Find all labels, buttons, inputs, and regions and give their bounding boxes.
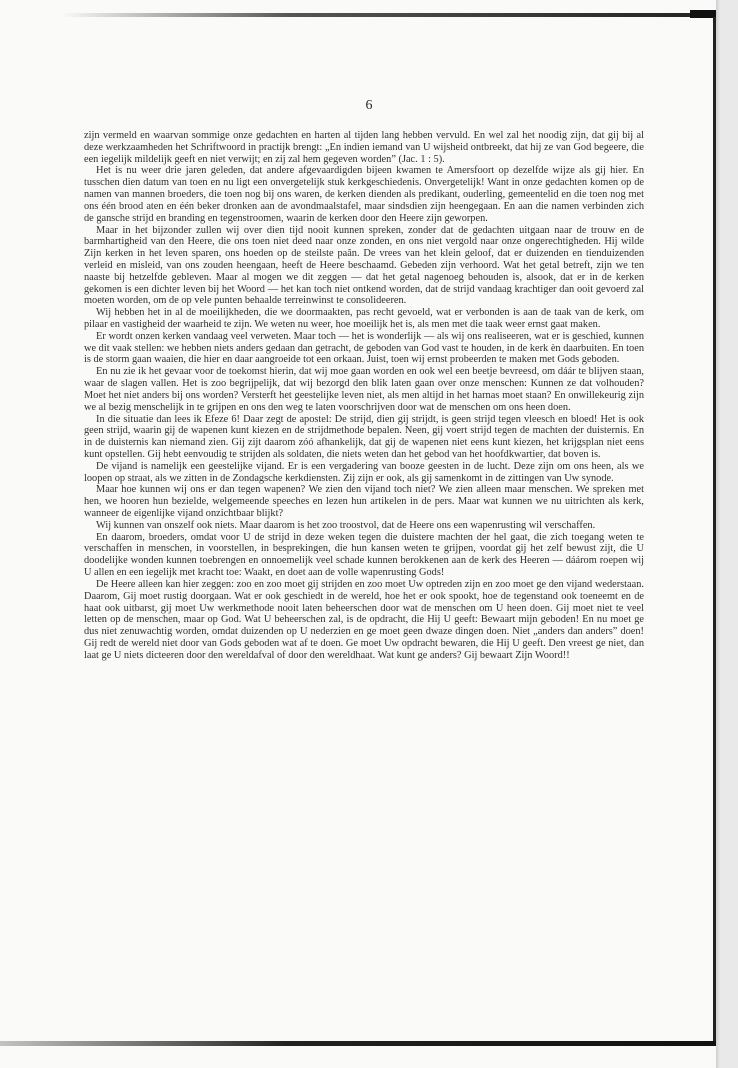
- paragraph: Het is nu weer drie jaren geleden, dat andere afgevaardigden bijeen kwamen te Amersfoort op dezelfde wijze als gij hier. En tusschen dien datum van toen en nu ligt een onvergetelijk stuk kerkgeschiedenis. Onvergetelijk! Want in onze gedachten komen op de namen van mannen broeders, die toen nog bij ons waren, de kerken dienden als predikant, ouderling, gemeentelid en die toen nog met ons één brood aten en één beker dronken aan de avondmaalstafel, maar sindsdien zijn heengegaan. En aan die namen verbinden zich de gansche strijd en branding en tegenstroomen, waarin de kerken door den Heere zijn geworpen.: [84, 165, 644, 224]
- top-scan-border: [60, 13, 716, 17]
- right-scan-border: [713, 17, 716, 1045]
- bottom-scan-border: [0, 1041, 716, 1046]
- paragraph: In die situatie dan lees ik Efeze 6! Daar zegt de apostel: De strijd, dien gij strijdt, is geen strijd tegen vleesch en bloed! Het is ook geen strijd, waarin gij de wapenen kunt kiezen en de strijdmethode bepalen. Neen, gij voert strijd tegen de machten der duisternis. En in de duisternis kan niemand zien. Gij zijt daarom zóó afhankelijk, dat gij de wapenen niet eens kunt kiezen, het krijgsplan niet eens kunt opstellen. Gij hebt eenvoudig te strijden als soldaten, die niets weten dan het gebod van het hoofdkwartier, dat boven is.: [84, 413, 644, 460]
- paragraph: Wij hebben het in al de moeilijkheden, die we doormaakten, pas recht gevoeld, wat er verbonden is aan de taak van de kerk, om pilaar en vastigheid der waarheid te zijn. We weten nu weer, hoe moeilijk het is, als men met die taak weer ernst gaat maken.: [84, 307, 644, 330]
- page-number: 6: [365, 98, 373, 113]
- paragraph: Er wordt onzen kerken vandaag veel verweten. Maar toch — het is wonderlijk — als wij ons realiseeren, wat er is geschied, kunnen we dit vaak stellen: we hebben niets anders gedaan dan getracht, de geboden van God vast te houden, in de kerk èn daarbuiten. En toen is de storm gaan waaien, die hier en daar aangroeide tot een orkaan. Juist, toen wij ernst probeerden te maken met Gods geboden.: [84, 330, 644, 366]
- paragraph: Maar in het bijzonder zullen wij over dien tijd nooit kunnen spreken, zonder dat de gedachten uitgaan naar de trouw en de barmhartigheid van den Heere, die ons toen niet deed naar onze zonden, en ons niet vergold naar onze ongerechtigheden. Hij wilde Zijn kerken in het leven sparen, ons hoeden op de steilste paân. De vrees van het klein geloof, dat er duizenden en tienduizenden verleid en misleid, van ons zouden heengaan, heeft de Heere beschaamd. Gebeden zijn verhoord. Wat het getal betreft, zijn we ten naaste bij hetzelfde gebleven. Maar al mogen we dit zeggen — dat het getal nagenoeg behouden is, alsook, dat er in de kerken gekomen is een dichter leven bij het Woord — het kan toch niet ontkend worden, dat de strijd vandaag krachtiger dan ooit gevoerd zal moeten worden, om de op vele punten behaalde terreinwinst te consolideeren.: [84, 224, 644, 307]
- scanner-edge: [716, 0, 738, 1068]
- paragraph: En nu zie ik het gevaar voor de toekomst hierin, dat wij moe gaan worden en ook wel een beetje bevreesd, om dáár te blijven staan, waar de slagen vallen. Het is zoo begrijpelijk, dat wij bezorgd den blik laten gaan over onze menschen: Kunnen ze dat volhouden? Moet het niet anders bij ons worden? Versterft het geestelijke leven niet, als men altijd in het harnas moet staan? En onwillekeurig zijn we al bezig menschelijk in te grijpen en ons den weg te laten voorschrijven door wat de menschen om ons heen doen.: [84, 366, 644, 413]
- paragraph: Maar hoe kunnen wij ons er dan tegen wapenen? We zien den vijand toch niet? We zien alleen maar menschen. We spreken met hen, we hooren hun bezielde, welgemeende speeches en lezen hun artikelen in de pers. Maar wat kunnen we nu uitrichten als kerk, wanneer de eigenlijke vijand onzichtbaar blijkt?: [84, 484, 644, 519]
- paragraph: De Heere alleen kan hier zeggen: zoo en zoo moet gij strijden en zoo moet Uw optreden zijn en zoo moet ge den vijand wederstaan. Daarom, Gij moet rustig doorgaan. Wat er ook geschiedt in de wereld, hoe het er ook spookt, hoe de tegenstand ook toeneemt en de haat ook uitbarst, gij moet Uw werkmethode nooit laten beheerschen door wat de menschen om U heen doen. Gij moet niet te veel letten op de menschen, maar op God. Wat U beheerschen zal, is de opdracht, die Hij U geeft: Bewaart mijn geboden! En nu moet ge dus niet zenuwachtig worden, omdat duizenden op U nederzien en ge moet geen dwaze dingen doen. Niet „anders dan anders” doen! Gij redt de wereld niet door van Gods geboden wat af te doen. Ge moet Uw opdracht bewaren, die Hij U geeft. Den vreest ge niet, dan laat ge U niets dicteeren door den wereldafval of door den wereldhaat. Wat kunt ge anders? Gij bewaart Zijn Woord!!: [84, 578, 644, 661]
- paragraph: En daarom, broeders, omdat voor U de strijd in deze weken tegen die duistere machten der hel gaat, die zich toegang weten te verschaffen in menschen, in voorstellen, in besprekingen, die hun kansen weten te grijpen, voordat gij het zelf bewust zijt, die U doodelijke wonden kunnen toebrengen en onnoemelijk veel schade kunnen berokkenen aan de kerk des Heeren — dáárom roepen wij U allen en een iegelijk met kracht toe: Waakt, en doet aan de volle wapenrusting Gods!: [84, 531, 644, 579]
- paragraph: De vijand is namelijk een geestelijke vijand. Er is een vergadering van booze geesten in de lucht. Deze zijn om ons heen, als we loopen op straat, als we zitten in de Zondagsche kerkdiensten. Zij zijn er ook, als gij samenkomt in de zittingen van Uw synode.: [84, 460, 644, 484]
- scanner-edge-shadow: [716, 0, 720, 1068]
- body-text: [84, 130, 644, 662]
- paragraph: zijn vermeld en waarvan sommige onze gedachten en harten al tijden lang hebben vervuld. En wel zal het noodig zijn, dat gij bij al deze werkzaamheden het Schriftwoord in practijk brengt: „En indien iemand van U wijsheid ontbreekt, dat hij ze van God begeere, die een iegelijk mildelijk geeft en niet verwijt; en zij zal hem gegeven worden” (Jac. 1 : 5).: [84, 130, 644, 165]
- paragraph: Wij kunnen van onszelf ook niets. Maar daarom is het zoo troostvol, dat de Heere ons een wapenrusting wil verschaffen.: [96, 519, 596, 531]
